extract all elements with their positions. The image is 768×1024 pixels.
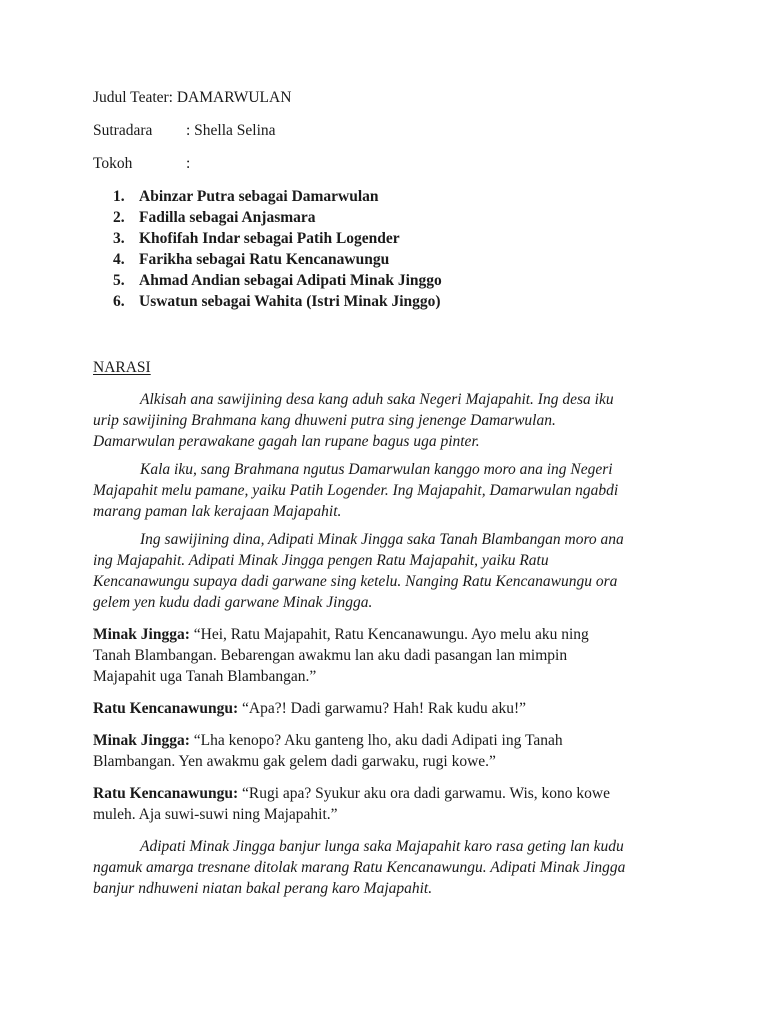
cast-item: 2. Fadilla sebagai Anjasmara [113,209,316,226]
cast-row [93,153,683,174]
speaker-name: Ratu Kencanawungu: [93,785,239,802]
cast-item: 4. Farikha sebagai Ratu Kencanawungu [113,251,390,268]
cast-item: 3. Khofifah Indar sebagai Patih Logender [113,230,400,247]
cast-label: Tokoh [93,155,133,172]
speaker-name: Minak Jingga: [93,626,190,643]
director-label: Sutradara [93,122,153,139]
speaker-name: Minak Jingga: [93,732,190,749]
dialogue-line: Minak Jingga: “Lha kenopo? Aku ganteng lho, aku dadi Adipati ing Tanah Blambangan. Yen awakmu gak gelem dadi garwaku, rugi kowe.” [93,732,563,770]
title-value: DAMARWULAN [176,89,292,106]
dialogue-line: Ratu Kencanawungu: “Apa?! Dadi garwamu? Hah! Rak kudu aku!” [93,700,527,717]
speaker-name: Ratu Kencanawungu: [93,700,239,717]
dialogue-line: Ratu Kencanawungu: “Rugi apa? Syukur aku ora dadi garwamu. Wis, kono kowe muleh. Aja suwi-suwi ning Majapahit.” [93,785,610,823]
cast-item: 6. Uswatun sebagai Wahita (Istri Minak Jinggo) [113,293,441,310]
title-row [93,87,683,108]
director-row [93,120,683,141]
section-heading-narasi: NARASI [93,359,151,376]
narration-paragraph: Ing sawijining dina, Adipati Minak Jingga saka Tanah Blambangan moro ana ing Majapahit. Adipati Minak Jingga pengen Ratu Majapahit, yaiku Ratu Kencanawungu supaya dadi garwane sing ketelu. Nanging Ratu Kencanawungu ora gelem yen kudu dadi garwane Minak Jingga. [93,531,624,611]
cast-colon: : [186,155,191,172]
dialogue-line: Minak Jingga: “Hei, Ratu Majapahit, Ratu Kencanawungu. Ayo melu aku ning Tanah Blambangan. Bebarengan awakmu lan aku dadi pasangan lan mimpin Majapahit uga Tanah Blambangan.” [93,626,589,685]
document-page [93,87,683,899]
cast-list [113,186,683,312]
narration-paragraph: Alkisah ana sawijining desa kang aduh saka Negeri Majapahit. Ing desa iku urip sawijining Brahmana kang dhuweni putra sing jenenge Damarwulan. Damarwulan perawakane gagah lan rupane bagus uga pinter. [93,391,614,450]
narration-paragraph: Kala iku, sang Brahmana ngutus Damarwulan kanggo moro ana ing Negeri Majapahit melu pamane, yaiku Patih Logender. Ing Majapahit, Damarwulan ngabdi marang paman lak kerajaan Majapahit. [93,461,619,520]
cast-item: 1. Abinzar Putra sebagai Damarwulan [113,188,379,205]
cast-item: 5. Ahmad Andian sebagai Adipati Minak Jinggo [113,272,442,289]
narration-paragraph: Adipati Minak Jingga banjur lunga saka Majapahit karo rasa geting lan kudu ngamuk amarga tresnane ditolak marang Ratu Kencanawungu. Adipati Minak Jingga banjur ndhuweni niatan bakal perang karo Majapahit. [93,838,626,897]
title-label: Judul Teater: [93,89,173,106]
director-value: : Shella Selina [186,122,276,139]
